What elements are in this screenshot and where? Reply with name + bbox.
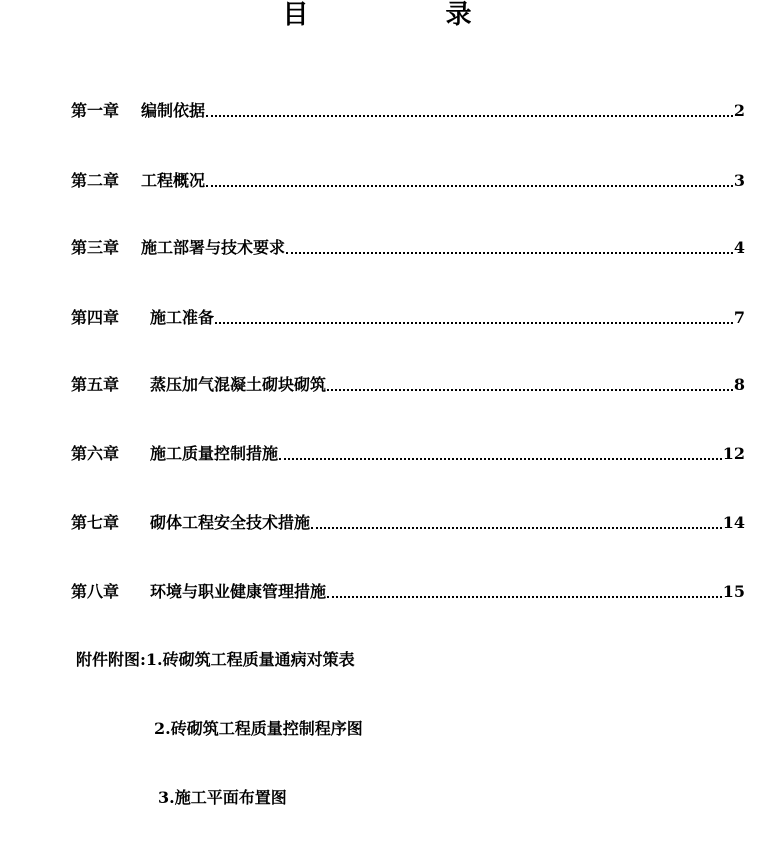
toc-chapter-label: 第六章 [71, 444, 120, 463]
toc-entry-7[interactable] [71, 511, 745, 533]
toc-chapter-label: 第二章 [71, 171, 120, 190]
page-title: 目 录 [282, 0, 536, 30]
toc-entry-5[interactable] [71, 373, 745, 395]
toc-chapter-label: 第五章 [71, 375, 120, 394]
toc-entry-2[interactable] [71, 169, 745, 191]
toc-chapter-label: 第七章 [71, 513, 120, 532]
toc-page-number: 2 [733, 101, 745, 120]
toc-chapter-title: 环境与职业健康管理措施 [150, 582, 327, 601]
toc-entry-4[interactable] [71, 306, 745, 328]
toc-entry-6[interactable] [71, 442, 745, 464]
toc-chapter-title: 工程概况 [141, 171, 206, 190]
toc-entry-8[interactable] [71, 580, 745, 602]
toc-page-number: 7 [733, 308, 745, 327]
toc-chapter-title: 编制依据 [141, 101, 206, 120]
appendix-line-2: 2.砖砌筑工程质量控制程序图 [154, 719, 363, 738]
toc-page-number: 12 [722, 444, 745, 463]
toc-dot-leader [311, 527, 722, 529]
toc-dot-leader [286, 252, 733, 254]
toc-dot-leader [327, 389, 733, 391]
toc-dot-leader [327, 596, 722, 598]
appendix-line-1: 附件附图:1.砖砌筑工程质量通病对策表 [76, 650, 355, 669]
toc-dot-leader [206, 185, 733, 187]
toc-chapter-label: 第三章 [71, 238, 120, 257]
toc-chapter-label: 第四章 [71, 308, 120, 327]
toc-entry-1[interactable] [71, 99, 745, 121]
toc-chapter-title: 施工质量控制措施 [150, 444, 279, 463]
toc-page-number: 4 [733, 238, 745, 257]
toc-chapter-title: 施工准备 [150, 308, 215, 327]
toc-page-number: 8 [733, 375, 745, 394]
toc-dot-leader [279, 458, 722, 460]
appendix-line-3: 3.施工平面布置图 [158, 788, 287, 807]
toc-page-number: 15 [722, 582, 745, 601]
toc-dot-leader [215, 322, 733, 324]
toc-chapter-label: 第一章 [71, 101, 120, 120]
toc-chapter-title: 施工部署与技术要求 [141, 238, 286, 257]
toc-page-number: 14 [722, 513, 745, 532]
toc-chapter-title: 蒸压加气混凝土砌块砌筑 [150, 375, 327, 394]
toc-chapter-title: 砌体工程安全技术措施 [150, 513, 311, 532]
toc-page-number: 3 [733, 171, 745, 190]
toc-entry-3[interactable] [71, 236, 745, 258]
toc-dot-leader [206, 115, 733, 117]
toc-chapter-label: 第八章 [71, 582, 120, 601]
